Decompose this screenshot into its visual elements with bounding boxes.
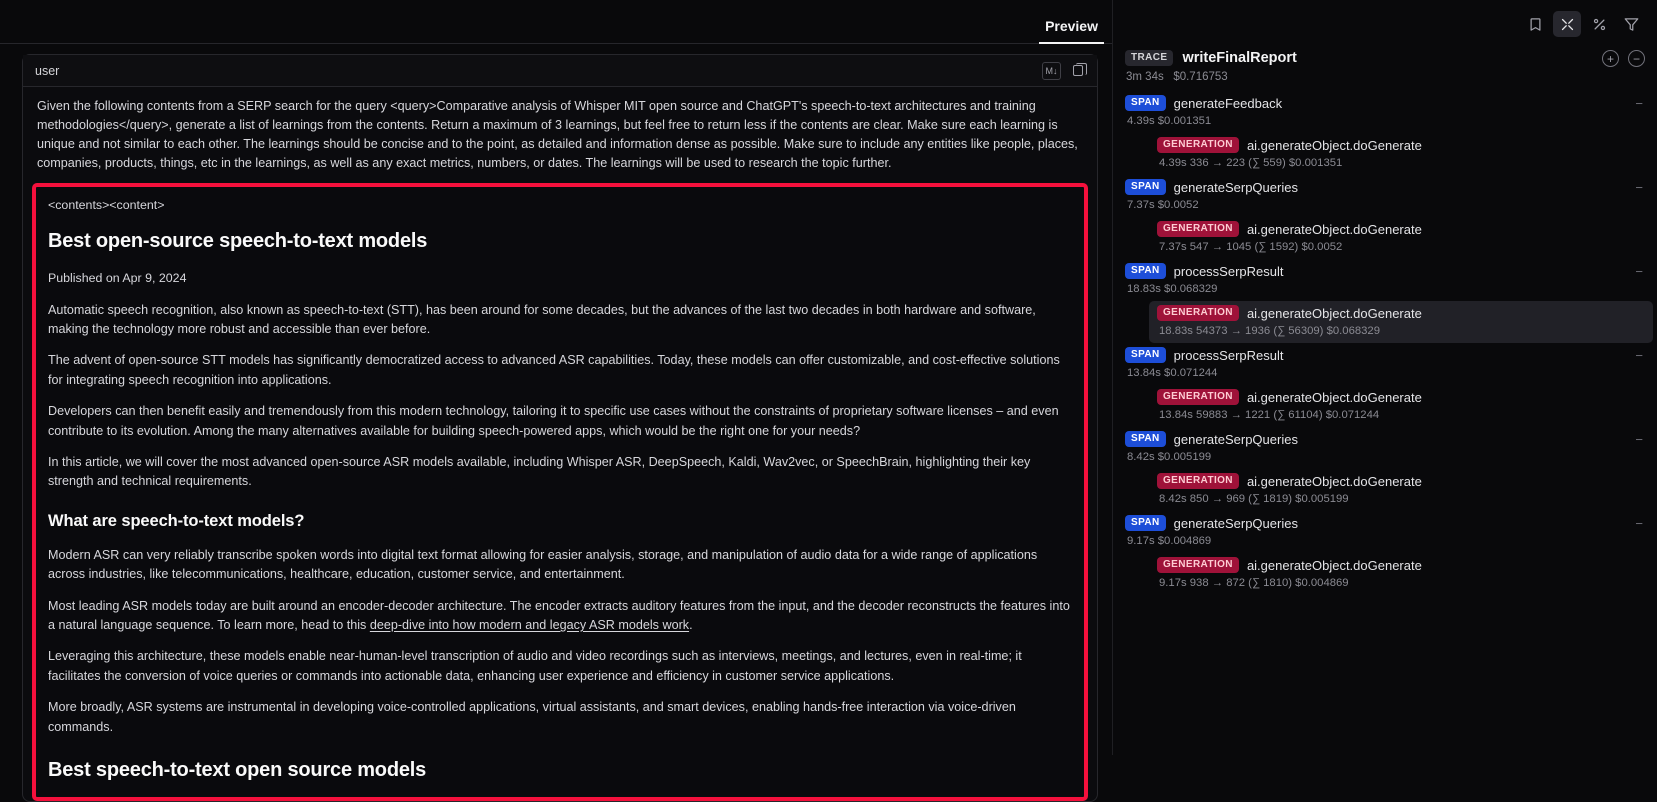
node-label: generateSerpQueries	[1173, 179, 1298, 195]
trace-node-generation[interactable]	[1113, 553, 1657, 595]
trace-tree[interactable]	[1113, 91, 1657, 755]
markdown-toggle-button[interactable]: M↓	[1042, 62, 1061, 80]
article-inline-link[interactable]: deep-dive into how modern and legacy ASR models work	[369, 618, 690, 633]
trace-node-generation[interactable]	[1113, 469, 1657, 511]
article-paragraph: The advent of open-source STT models has significantly democratized access to advanced ASR capabilities. Today, these models can offer customizable, and cost-effective solutions for integrating speech recognition into applications.	[48, 353, 1060, 387]
collapse-toggle-icon[interactable]: −	[1635, 516, 1643, 531]
generation-badge: GENERATION	[1157, 305, 1239, 321]
node-metrics: 9.17s $0.004869	[1127, 535, 1212, 547]
trace-node-generation[interactable]	[1113, 385, 1657, 427]
trace-node-generation[interactable]	[1113, 217, 1657, 259]
message-role-label: user	[35, 63, 60, 78]
collapse-toggle-icon[interactable]: −	[1635, 432, 1643, 447]
percent-icon[interactable]	[1585, 11, 1613, 37]
node-metrics: 8.42s $0.005199	[1127, 451, 1212, 463]
span-badge: SPAN	[1125, 179, 1166, 195]
trace-name: writeFinalReport	[1182, 50, 1297, 66]
node-metrics: 13.84s 59883 → 1221 (∑ 61104) $0.071244	[1159, 409, 1380, 421]
trace-duration: 3m 34s	[1126, 71, 1164, 83]
node-metrics: 18.83s $0.068329	[1127, 283, 1218, 295]
node-metrics: 18.83s 54373 → 1936 (∑ 56309) $0.068329	[1159, 325, 1380, 337]
generation-badge: GENERATION	[1157, 473, 1239, 489]
article-published-date: Published on Apr 9, 2024	[48, 270, 187, 285]
node-metrics: 8.42s 850 → 969 (∑ 1819) $0.005199	[1159, 493, 1349, 505]
span-badge: SPAN	[1125, 95, 1166, 111]
trace-node-generation[interactable]	[1113, 133, 1657, 175]
bookmark-icon[interactable]	[1521, 11, 1549, 37]
article-paragraph-post: .	[689, 618, 693, 633]
message-card	[22, 54, 1098, 802]
article-paragraph: In this article, we will cover the most advanced open-source ASR models available, including Whisper ASR, DeepSpeech, Kaldi, Wav2vec, or SpeechBrain, highlighting their key strength and technical requirements.	[48, 454, 1031, 489]
collapse-toggle-icon[interactable]: −	[1635, 180, 1643, 195]
article-paragraph: More broadly, ASR systems are instrumental in developing voice-controlled applications, virtual assistants, and smart devices, enabling hands-free interaction via voice-driven commands.	[48, 700, 1016, 734]
collapse-toggle-icon[interactable]: −	[1635, 348, 1643, 363]
trace-title-row	[1125, 50, 1645, 66]
trace-toolbar	[1113, 0, 1657, 48]
node-label: generateSerpQueries	[1173, 431, 1298, 447]
trace-node-generation-selected[interactable]	[1149, 301, 1653, 343]
span-badge: SPAN	[1125, 515, 1166, 531]
message-header-actions	[1042, 62, 1087, 80]
node-label: processSerpResult	[1173, 263, 1284, 279]
span-badge: SPAN	[1125, 347, 1166, 363]
trace-header	[1113, 48, 1657, 91]
node-label: ai.generateObject.doGenerate	[1246, 557, 1422, 573]
node-label: ai.generateObject.doGenerate	[1246, 305, 1422, 321]
trace-panel	[1113, 0, 1657, 755]
generation-badge: GENERATION	[1157, 221, 1239, 237]
article-title: Best open-source speech-to-text models	[48, 230, 428, 253]
span-badge: SPAN	[1125, 431, 1166, 447]
node-label: ai.generateObject.doGenerate	[1246, 389, 1422, 405]
message-scroll-area[interactable]	[0, 44, 1112, 802]
node-metrics: 4.39s $0.001351	[1127, 115, 1212, 127]
node-metrics: 7.37s $0.0052	[1127, 199, 1199, 211]
span-badge: SPAN	[1125, 263, 1166, 279]
node-label: ai.generateObject.doGenerate	[1246, 473, 1422, 489]
article-paragraph-pre: Most leading ASR models today are built around an encoder-decoder architecture. The encoder extracts auditory features from the input, and the decoder reconstructs the features into a natural language sequence. To learn more, head to this	[48, 598, 1070, 633]
node-label: generateSerpQueries	[1173, 515, 1298, 531]
trace-node-span[interactable]	[1113, 175, 1657, 217]
article-paragraph: Automatic speech recognition, also known as speech-to-text (STT), has been around for some decades, but the advances of the last two decades in both hardware and software, making the technology more robust and accessible than ever before.	[48, 302, 1036, 337]
generation-badge: GENERATION	[1157, 137, 1239, 153]
node-metrics: 13.84s $0.071244	[1127, 367, 1218, 379]
article-section-heading-2: Best speech-to-text open source models	[48, 758, 427, 781]
trace-node-span[interactable]	[1113, 343, 1657, 385]
trace-badge: TRACE	[1125, 50, 1173, 66]
node-label: generateFeedback	[1173, 95, 1283, 111]
contents-open-tag: <contents><content>	[48, 197, 165, 212]
node-label: processSerpResult	[1173, 347, 1284, 363]
prompt-text: Given the following contents from a SERP search for the query <query>Comparative analysis of Whisper MIT open source and ChatGPT's speech-to-text architectures and training methodologies</query>, generate a list of learnings from the contents. Return a maximum of 3 learnings, but feel free to return less if the contents are clear. Make sure each learning is unique and not similar to each other. The learnings should be concise and to the point, as detailed and information dense as possible. Make sure to include any entities like people, places, companies, products, things, etc in the learnings, as well as any exact metrics, numbers, or dates. The learnings will be used to research the topic further.	[37, 99, 1078, 171]
collapse-toggle-icon[interactable]: −	[1635, 96, 1643, 111]
copy-icon[interactable]	[1068, 62, 1087, 80]
trace-node-span[interactable]	[1113, 259, 1657, 301]
node-metrics: 7.37s 547 → 1045 (∑ 1592) $0.0052	[1159, 241, 1343, 253]
node-label: ai.generateObject.doGenerate	[1246, 137, 1422, 153]
article-paragraph: Developers can then benefit easily and tremendously from this modern technology, tailoring it to specific use cases without the constraints of proprietary software licenses – and even contribute to its evolution. Among the many alternatives available for building speech-powered apps, which would be the right one for your needs?	[48, 404, 1059, 438]
trace-node-span[interactable]	[1113, 91, 1657, 133]
zoom-in-icon[interactable]: +	[1602, 50, 1619, 67]
generation-badge: GENERATION	[1157, 389, 1239, 405]
trace-node-span[interactable]	[1113, 511, 1657, 553]
collapse-icon[interactable]	[1553, 11, 1581, 37]
trace-metrics	[1125, 71, 1645, 83]
node-label: ai.generateObject.doGenerate	[1246, 221, 1422, 237]
message-body	[23, 87, 1097, 801]
message-header	[23, 55, 1097, 87]
article-paragraph: Modern ASR can very reliably transcribe spoken words into digital text format allowing for easier analysis, storage, and manipulation of audio data for a wide range of applications across industries, like telecommunications, healthcare, education, customer service, and entertainment.	[48, 547, 1038, 582]
article-paragraph-with-link	[48, 597, 1072, 636]
node-metrics: 9.17s 938 → 872 (∑ 1810) $0.004869	[1159, 577, 1349, 589]
filter-icon[interactable]	[1617, 11, 1645, 37]
preview-tabbar	[0, 0, 1112, 44]
trace-zoom-controls	[1602, 50, 1645, 67]
copy-glyph	[1073, 65, 1083, 76]
node-metrics: 4.39s 336 → 223 (∑ 559) $0.001351	[1159, 157, 1343, 169]
zoom-out-icon[interactable]: −	[1628, 50, 1645, 67]
trace-node-span[interactable]	[1113, 427, 1657, 469]
article-section-heading: What are speech-to-text models?	[48, 511, 305, 530]
collapse-toggle-icon[interactable]: −	[1635, 264, 1643, 279]
tab-preview[interactable]: Preview	[1039, 18, 1104, 43]
article-paragraph: Leveraging this architecture, these models enable near-human-level transcription of audio and video recordings such as interviews, meetings, and lectures, even in real-time; it facilitates the conversion of voice queries or commands into actionable data, enhancing user experience and efficiency in customer service applications.	[48, 649, 1022, 683]
generation-badge: GENERATION	[1157, 557, 1239, 573]
contents-highlight-region	[32, 183, 1088, 802]
trace-cost: $0.716753	[1173, 71, 1228, 83]
